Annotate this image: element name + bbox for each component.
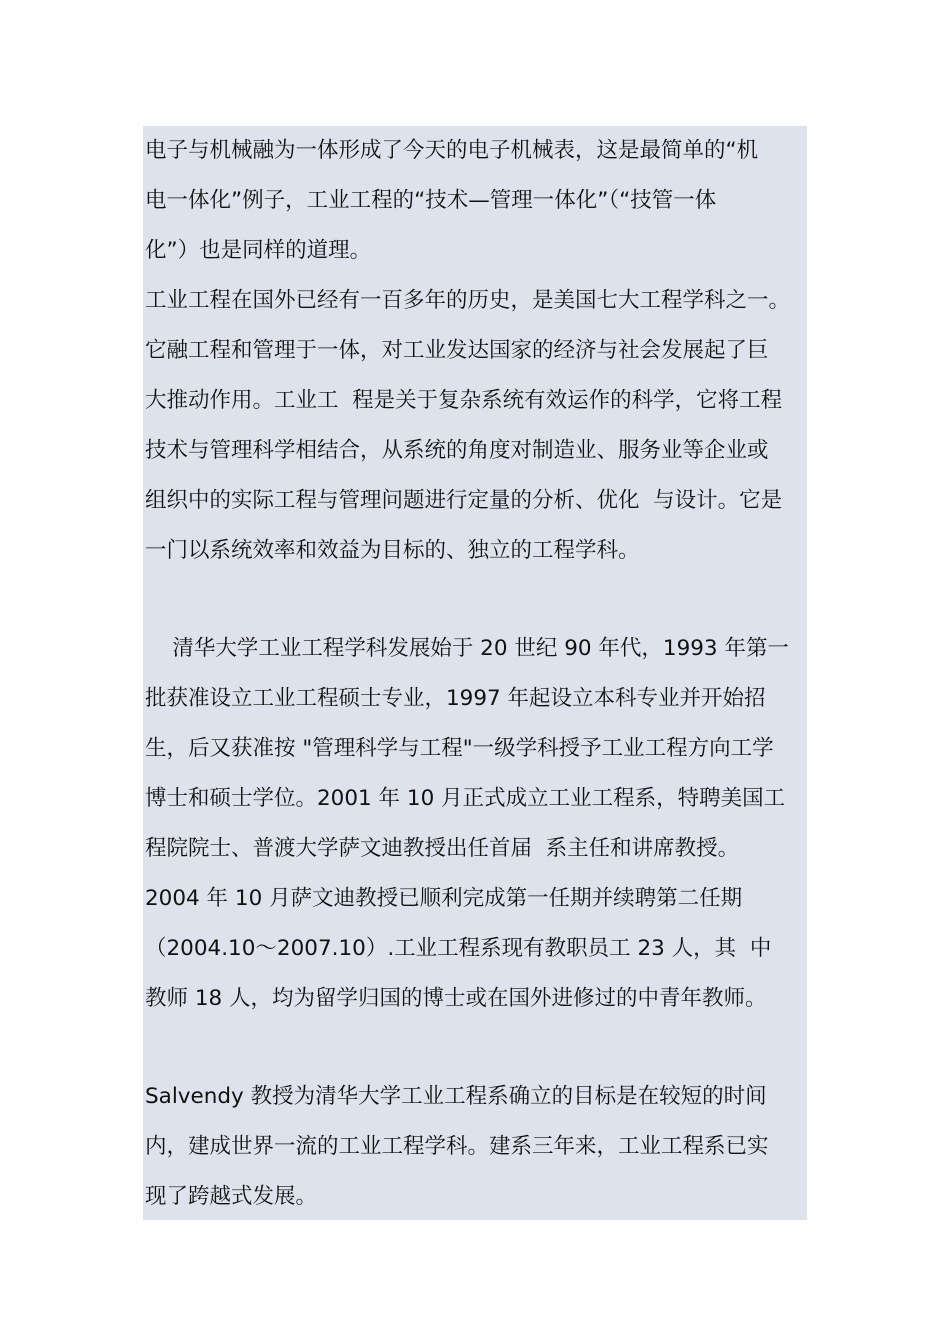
paragraph-1-line-2: 电一体化”例子，工业工程的“技术—管理一体化”（“技管一体 [145, 188, 717, 213]
paragraph-3-line-5: 程院院士、普渡大学萨文迪教授出任首届 系主任和讲席教授。 [145, 836, 740, 861]
paragraph-3-line-7: （2004.10～2007.10）.工业工程系现有教职员工 23 人，其 中 [145, 936, 772, 961]
paragraph-3-line-3: 生，后又获准按 "管理科学与工程"一级学科授予工业工程方向工学 [145, 736, 774, 761]
paragraph-4-line-3: 现了跨越式发展。 [145, 1184, 318, 1209]
paragraph-2-line-3: 大推动作用。工业工 程是关于复杂系统有效运作的科学，它将工程 [145, 388, 783, 413]
paragraph-2-line-6: 一门以系统效率和效益为目标的、独立的工程学科。 [145, 538, 640, 563]
paragraph-4-line-2: 内，建成世界一流的工业工程学科。建系三年来，工业工程系已实 [145, 1134, 769, 1159]
paragraph-3-line-2: 批获准设立工业工程硕士专业，1997 年起设立本科专业并开始招 [145, 686, 766, 711]
paragraph-3-line-4: 博士和硕士学位。2001 年 10 月正式成立工业工程系，特聘美国工 [145, 786, 786, 811]
paragraph-4-line-1: Salvendy 教授为清华大学工业工程系确立的目标是在较短的时间 [145, 1084, 767, 1109]
paragraph-2-line-4: 技术与管理科学相结合，从系统的角度对制造业、服务业等企业或 [145, 438, 769, 463]
paragraph-3-line-8: 教师 18 人，均为留学归国的博士或在国外进修过的中青年教师。 [145, 986, 767, 1011]
paragraph-3-line-1: 清华大学工业工程学科发展始于 20 世纪 90 年代，1993 年第一 [145, 636, 789, 661]
paragraph-2-line-2: 它融工程和管理于一体，对工业发达国家的经济与社会发展起了巨 [145, 338, 769, 363]
paragraph-1-line-1: 电子与机械融为一体形成了今天的电子机械表，这是最简单的“机 [145, 138, 759, 163]
paragraph-2-line-1: 工业工程在国外已经有一百多年的历史，是美国七大工程学科之一。 [145, 288, 791, 313]
paragraph-3-line-6: 2004 年 10 月萨文迪教授已顺利完成第一任期并续聘第二任期 [145, 886, 743, 911]
paragraph-2-line-5: 组织中的实际工程与管理问题进行定量的分析、优化 与设计。它是 [145, 488, 783, 513]
paragraph-1-line-3: 化”）也是同样的道理。 [145, 238, 372, 263]
